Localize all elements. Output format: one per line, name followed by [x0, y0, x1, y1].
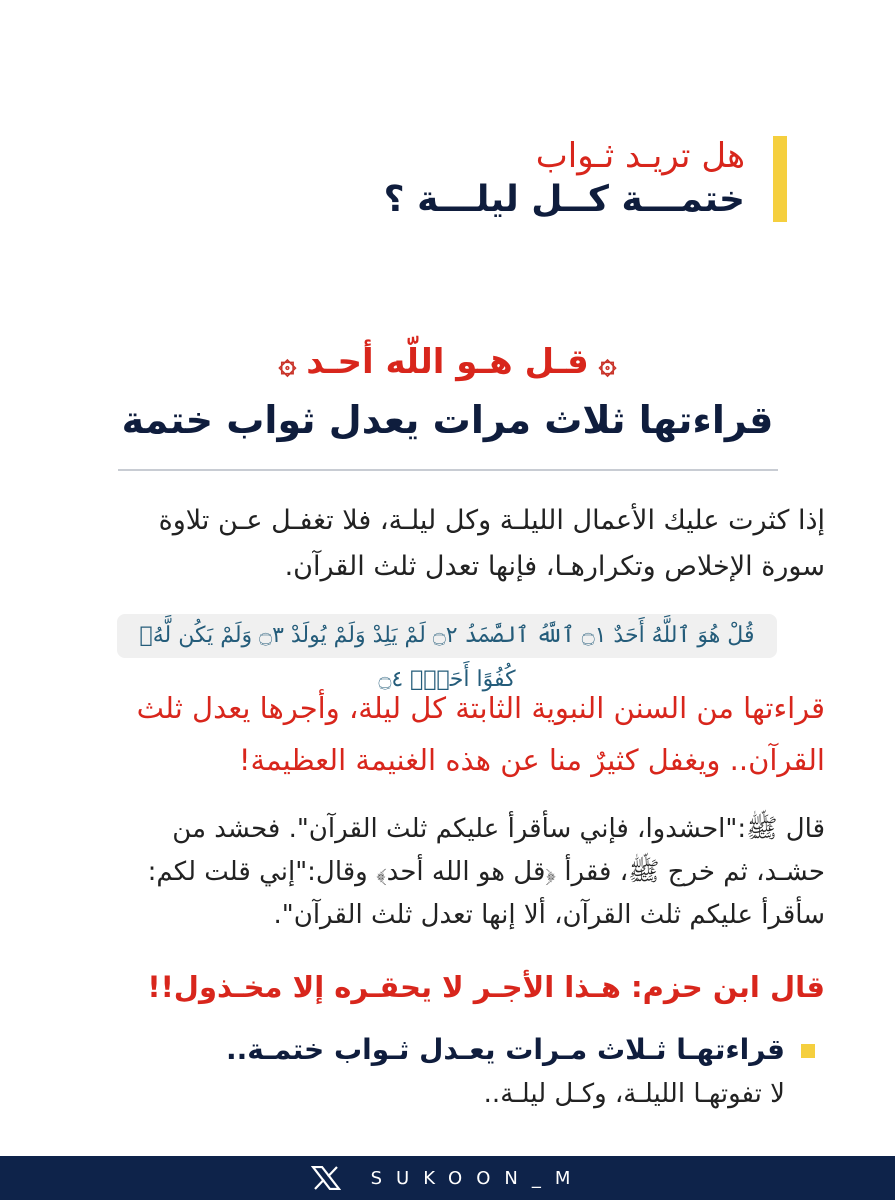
closing-line-1: قراءتهـا ثـلاث مـرات يعـدل ثـواب ختمـة.. [226, 1033, 785, 1066]
closing-line-2: لا تفوتهـا الليلـة، وكـل ليلـة.. [483, 1079, 785, 1109]
ayah-title-text: قـل هـو اللّه أحـد [306, 342, 589, 382]
quote: قال ابن حزم: هـذا الأجـر لا يحقـره إلا مخـذول!! [147, 970, 825, 1004]
verse-box: قُلْ هُوَ ٱللَّهُ أَحَدٌ ۝١ ٱللَّهُ ٱلصَّمَدُ ۝٢ لَمْ يَلِدْ وَلَمْ يُولَدْ ۝٣ وَلَمْ يَكُن لَّهُۥ كُفُوًا أَحَدٌۢ ۝٤ [117, 614, 777, 658]
paragraph-1: إذا كثرت عليك الأعمال الليلـة وكل ليلـة، فلا تغفـل عـن تلاوة سورة الإخلاص وتكرارهـا، فإنها تعدل ثلث القرآن. [158, 505, 825, 582]
ornament-right-icon: ۞ [598, 345, 617, 381]
bullet-icon [801, 1044, 815, 1058]
header [145, 136, 745, 224]
header-line-1: هل تريـد ثـواب [535, 136, 745, 176]
paragraph-3: قال ﷺ:"احشدوا، فإني سأقرأ عليكم ثلث القرآن". فحشد من حشـد، ثم خرج ﷺ، فقرأ ﴿قل هو الله أحد﴾ وقال:"إني قلت لكم: سأقرأ عليكم ثلث القرآن، ألا إنها تعدل ثلث القرآن". [147, 814, 825, 930]
footer-handle[interactable]: SUKOON_M [370, 1167, 585, 1189]
header-accent-bar [773, 136, 787, 222]
footer [0, 1156, 895, 1200]
paragraph-2: قراءتها من السنن النبوية الثابتة كل ليلة، وأجرها يعدل ثلث القرآن.. ويغفل كثيرٌ منا عن هذه الغنيمة العظيمة! [136, 691, 825, 777]
subtitle: قراءتها ثلاث مرات يعدل ثواب ختمة [121, 398, 774, 442]
ornament-left-icon: ۞ [278, 345, 297, 381]
divider [118, 469, 778, 471]
x-logo-icon[interactable] [311, 1166, 341, 1190]
ayah-title [0, 338, 895, 388]
header-line-2: ختمـــة كــل ليلـــة ؟ [383, 179, 745, 220]
closing [185, 1028, 785, 1116]
